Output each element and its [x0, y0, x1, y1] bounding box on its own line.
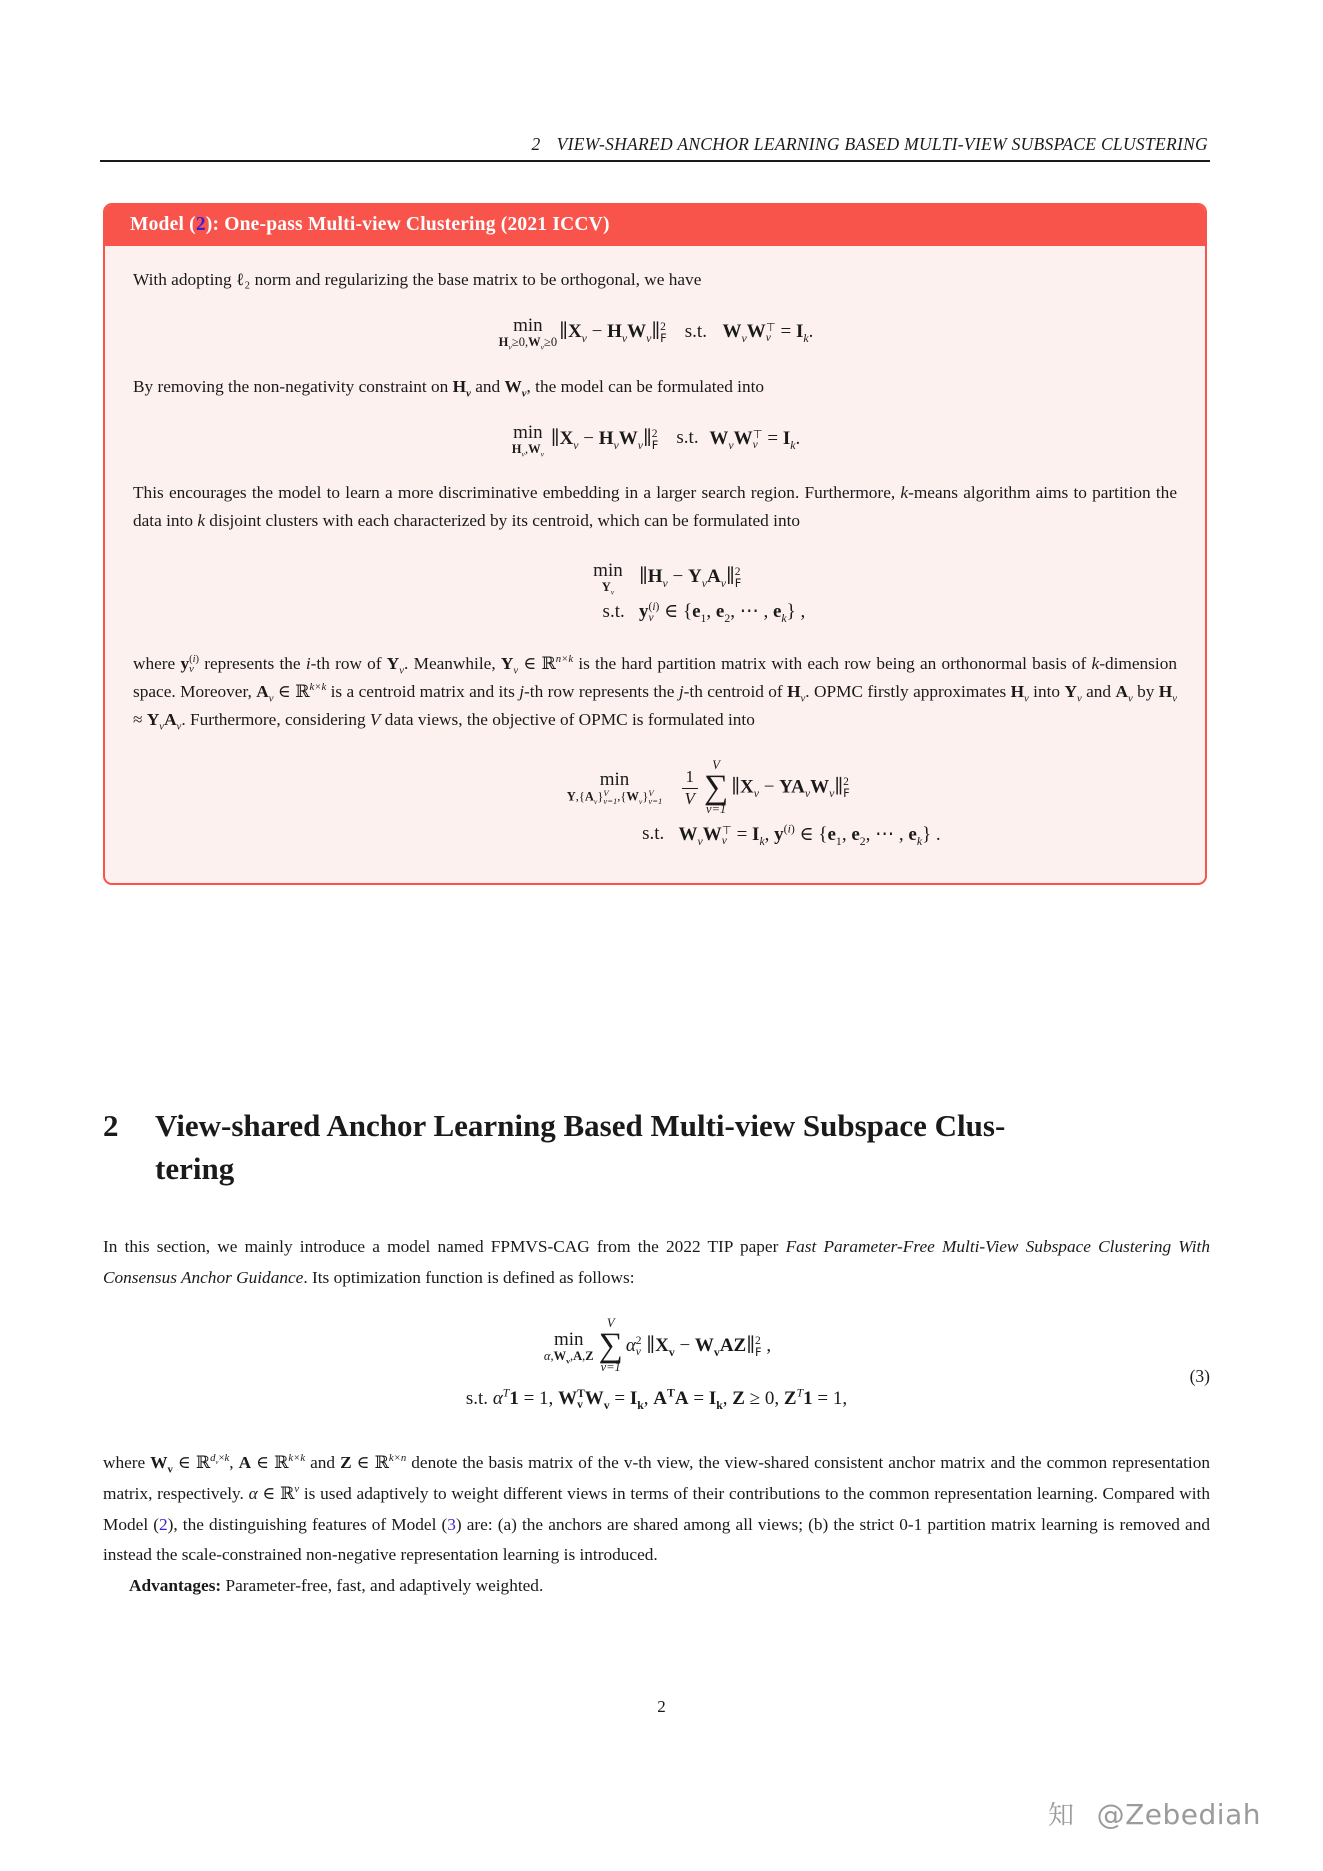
watermark [1047, 1795, 1261, 1833]
watermark-text: @Zebediah [1096, 1797, 1261, 1831]
intro-paragraph-text [103, 1232, 1210, 1294]
equation-3-constraints: s.t. $\alpha^T1 = 1$, W T v $W_v = I_k$, $A^TA = I_k$, Z ≥ 0, $Z^T1 = 1$, [465, 1386, 848, 1412]
where-seg-5: ) are: (a) the anchors are shared among all views; (b) the strict 0-1 partition matrix learning is removed and instead the scale-constrained non-negative representation learning is introduced. [103, 1514, 1210, 1565]
equation-3-objective: min $\alpha,W_v,A,Z$ V ∑ v=1 α 2 v $\parallel X_v$ − $W_vAZ\parallel$ 2 F , [543, 1316, 772, 1375]
min-operator: min $H_v,W_v$ [511, 421, 545, 459]
model-box-title-prefix: Model ( [130, 214, 196, 235]
model-paragraph-3: This encourages the model to learn a more discriminative embedding in a larger search region. Furthermore, k-means algorithm aims to partition the data into k disjoint clusters with each characterized by its centroid, which can be formulated into [133, 483, 1177, 531]
model-equation-1: min $H_v\ge 0,W_v\ge 0$ $\parallel X_v$ − $H_vW_v\parallel$ 2 F s.t. $W_vW$ ⊤ v = $I_k$. [498, 315, 814, 352]
running-head-number: 2 [531, 134, 541, 154]
page-number: 2 [657, 1697, 666, 1716]
where-seg-2: denote the basis matrix of the v-th view, the view-shared consistent anchor matrix and the common representation matrix, respectively. [103, 1453, 1210, 1503]
model-box-title [105, 205, 1205, 246]
min-operator: min $Y,\{A_v\}$ V v=1 $,\{W_v\}$ V v=1 [566, 769, 663, 807]
inline-math-Wv: $W_v$ [504, 376, 527, 399]
model-box-ref-link[interactable]: 2 [195, 214, 206, 235]
model-paragraph-2 [133, 373, 1177, 401]
equation-3-block [103, 1318, 1210, 1411]
advantages-label: Advantages: [129, 1576, 222, 1596]
equation-number: (3) [1189, 1366, 1210, 1386]
where-seg-1: where [103, 1453, 151, 1472]
section-heading [103, 1105, 1210, 1191]
advantages-text: Parameter-free, fast, and adaptively weighted. [221, 1576, 544, 1596]
intro-paragraph [103, 1232, 1210, 1294]
inline-math-Wv-bold: $W_v$ [150, 1453, 173, 1476]
model-equation-3: min $Y_v$ $\parallel H_v$ − $Y_vA_v\parallel$ 2 F s.t. y (i) v ∈ {$e_1$, $e_2$, ⋯ , $e_k$} , [593, 560, 806, 626]
model-box-title-suffix: ): One-pass Multi-view Clustering (2021 ICCV) [205, 214, 610, 235]
intro-text-b: . Its optimization function is defined as follows: [303, 1267, 635, 1287]
section-title-line-2: tering [155, 1150, 235, 1186]
model-paragraph-2-b: and [470, 376, 505, 396]
where-seg-4: ), the distinguishing features of Model ( [167, 1514, 448, 1534]
where-paragraph-block [103, 1448, 1210, 1602]
model-equation-2: min $H_v,W_v$ $\parallel X_v$ − $H_vW_v\parallel$ 2 F s.t. $W_vW$ ⊤ v = $I_k$. [511, 421, 801, 459]
model-box-body [105, 246, 1205, 883]
min-operator: min $\alpha,W_v,A,Z$ [543, 1328, 594, 1366]
model-equation-4: min $Y,\{A_v\}$ V v=1 $,\{W_v\}$ V v=1 $\frac{1}{V}$ V ∑ v=1 $\parallel X_v$ − $YA_vW_v\parallel$ 2 F s.t. $W_vW$ ⊤ v = $I_k$, $y^{(i)}$ ∈ {$e_1$, $e_2$, ⋯ , $e_k$} . [566, 758, 941, 848]
min-operator: min $Y_v$ [593, 560, 623, 597]
running-head-title: VIEW-SHARED ANCHOR LEARNING BASED MULTI-VIEW SUBSPACE CLUSTERING [556, 134, 1208, 154]
section-title-line-1: View-shared Anchor Learning Based Multi-view Subspace Clus- [155, 1108, 1006, 1143]
intro-paper-title: Fast Parameter-Free Multi-View Subspace Clustering With Consensus Anchor Guidance [103, 1237, 1210, 1287]
section-number: 2 [103, 1108, 119, 1143]
advantages-paragraph [103, 1571, 1210, 1602]
where-paragraph: where $W_v$ ∈ ℝ$^{d_v\times k}$, A ∈ ℝ$^{k\times k}$ and Z ∈ ℝ$^{k\times n}$ denote the basis matrix of the v-th view, the view-shared consistent anchor matrix and the common representation matrix, respectively. α ∈ ℝ$^v$ is used adaptively to weight different views in terms of their contributions to the common representation learning. Compared with Model (2), the distinguishing features of Model (3) are: (a) the anchors are shared among all views; (b) the strict 0-1 partition matrix learning is removed and instead the scale-constrained non-negative representation learning is introduced. [103, 1452, 1210, 1565]
running-head-rule [100, 160, 1210, 162]
intro-text-a: In this section, we mainly introduce a model named FPMVS-CAG from the 2022 TIP paper [103, 1237, 786, 1256]
model-paragraph-1: With adopting ℓ₂ norm and regularizing the base matrix to be orthogonal, we have [133, 270, 702, 289]
where-seg-3: is used adaptively to weight different views in terms of their contributions to the common representation learning. Compared with Model ( [103, 1483, 1210, 1534]
zhihu-logo-icon [1047, 1795, 1085, 1833]
model-ref-3-link[interactable]: 3 [447, 1514, 456, 1534]
running-head [118, 134, 1208, 155]
model-paragraph-2-a: By removing the non-negativity constraint on [133, 376, 453, 396]
model-callout-box [103, 203, 1207, 885]
min-operator: min $H_v\ge 0,W_v\ge 0$ [498, 315, 558, 352]
model-paragraph-4: where y (i) v represents the i-th row of $Y_v$. Meanwhile, $Y_v$ ∈ ℝ$^{n\times k}$ is the hard partition matrix with each row being an orthonormal basis of k-dimension space. Moreover, $A_v$ ∈ ℝ$^{k\times k}$ is a centroid matrix and its j-th row represents the j-th centroid of $H_v$. OPMC firstly approximates $H_v$ into $Y_v$ and $A_v$ by $H_v \approx Y_vA_v$. Furthermore, considering V data views, the objective of OPMC is formulated into [133, 653, 1178, 733]
model-ref-2-link[interactable]: 2 [158, 1514, 168, 1534]
inline-math-Hv: $H_v$ [452, 376, 471, 399]
model-paragraph-2-c: , the model can be formulated into [526, 376, 765, 396]
svg-text:知: 知 [1047, 1801, 1075, 1831]
